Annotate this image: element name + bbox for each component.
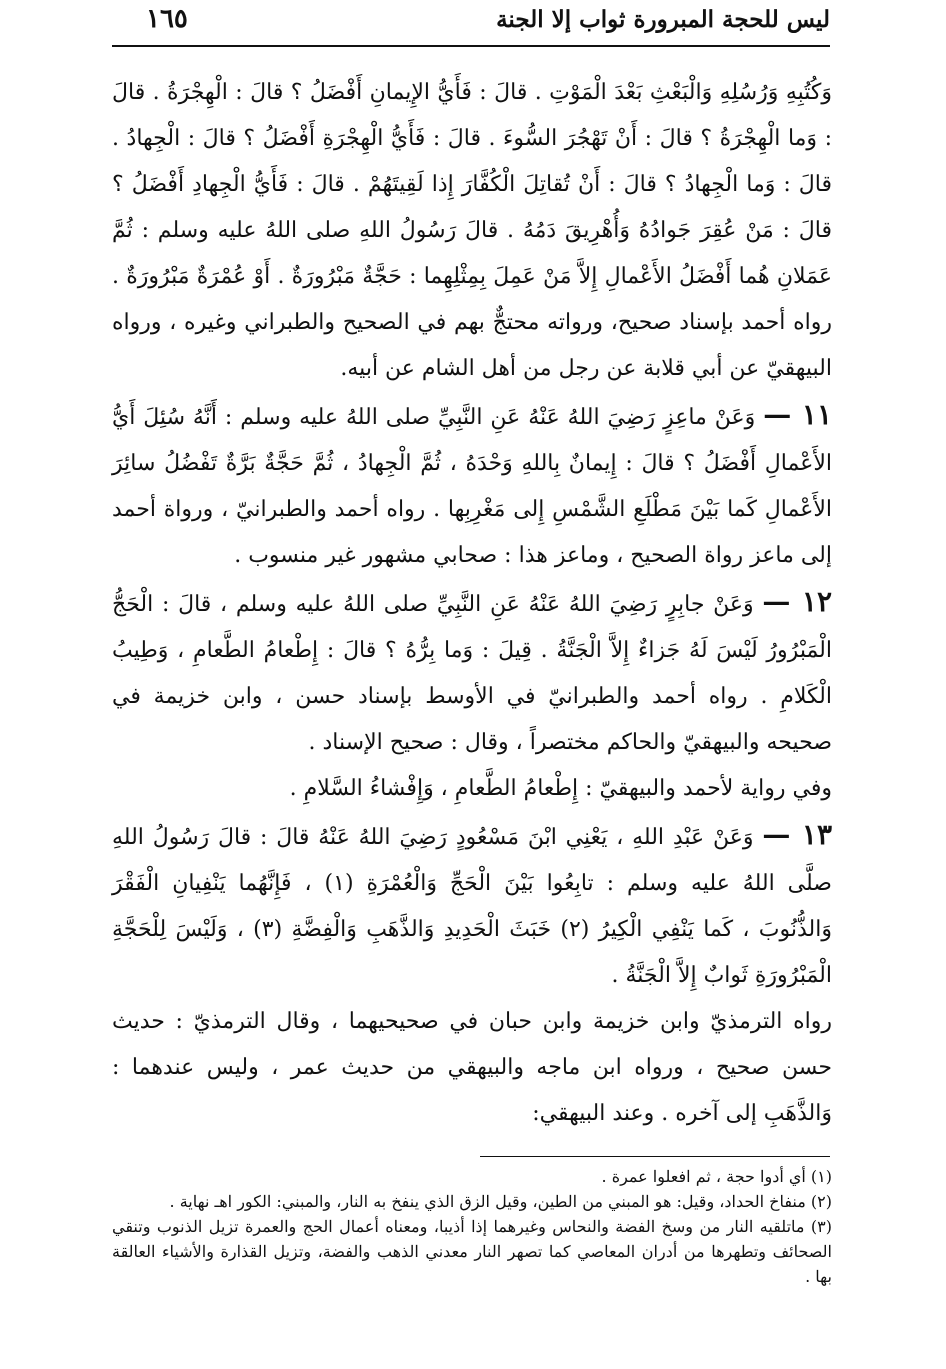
running-title: ليس للحجة المبرورة ثواب إلا الجنة xyxy=(496,6,830,33)
hadith-11-text: وَعَنْ ماعِزٍ رَضِيَ اللهُ عَنْهُ عَنِ النَّبِيِّ صلى اللهُ عليه وسلم : أَنَّهُ سُئِلَ أَيُّ الأَعْمالِ أَفْضَلُ ؟ قالَ : إِيمانٌ بِاللهِ وَحْدَهُ ، ثُمَّ الْجِهادُ ، ثُمَّ حَجَّةٌ بَرَّةٌ تَفْضُلُ سائِرَ الأَعْمالِ كَما بَيْنَ مَطْلَعِ الشَّمْسِ إِلى مَغْرِبِها . رواه أحمد والطبرانيّ ، ورواة أحمد إلى ماعز رواة الصحيح ، وماعز هذا : صحابي مشهور غير منسوب . xyxy=(112,405,832,568)
page-header xyxy=(112,4,830,44)
hadith-13-riwaya: رواه الترمذيّ وابن خزيمة وابن حبان في صحيحيهما ، وقال الترمذيّ : حديث حسن صحيح ، ورواه ابن ماجه والبيهقي من حديث عمر ، وليس عندهما : وَالذَّهَبِ إلى آخره . وعند البيهقي: xyxy=(112,1009,832,1126)
hadith-13-number: ١٣ — xyxy=(762,818,832,851)
hadith-12 xyxy=(112,579,832,766)
header-rule xyxy=(112,45,830,47)
hadith-13 xyxy=(112,812,832,999)
footnotes xyxy=(112,1164,832,1289)
hadith-12-riwaya: وفي رواية لأحمد والبيهقيّ : إِطْعامُ الطَّعامِ ، وَإِفْشاءُ السَّلامِ . xyxy=(289,776,832,801)
hadith-10-continuation: وَكُتُبِهِ وَرُسُلِهِ وَالْبَعْثِ بَعْدَ الْمَوْتِ . قالَ : فَأَيُّ الإِيمانِ أَفْضَلُ ؟ قالَ : الْهِجْرَةُ . قالَ : وَما الْهِجْرَةُ ؟ قالَ : أَنْ تَهْجُرَ السُّوءَ . قالَ : فَأَيُّ الْهِجْرَةِ أَفْضَلُ ؟ قالَ : الْجِهادُ . قالَ : وَما الْجِهادُ ؟ قالَ : أَنْ تُقاتِلَ الْكُفَّارَ إِذا لَقِيتَهُمْ . قالَ : فَأَيُّ الْجِهادِ أَفْضَلُ ؟ قالَ : مَنْ عُقِرَ جَوادُهُ وَأُهْرِيقَ دَمُهُ . قالَ رَسُولُ اللهِ صلى اللهُ عليه وسلم : ثُمَّ عَمَلانِ هُما أَفْضَلُ الأَعْمالِ إِلاَّ مَنْ عَمِلَ بِمِثْلِهِما : حَجَّةٌ مَبْرُورَةٌ . أَوْ عُمْرَةٌ مَبْرُورَةٌ . رواه أحمد بإسناد صحيح، ورواته محتجٌّ بهم في الصحيح والطبراني وغيره ، ورواه البيهقيّ عن أبي قلابة عن رجل من أهل الشام عن أبيه. xyxy=(112,80,833,381)
main-text xyxy=(112,70,832,1137)
hadith-13-text: وَعَنْ عَبْدِ اللهِ ، يَعْنِي ابْنَ مَسْعُودٍ رَضِيَ اللهُ عَنْهُ قالَ : قالَ رَسُولُ اللهِ صلَّى اللهُ عليه وسلم : تابِعُوا بَيْنَ الْحَجِّ وَالْعُمْرَةِ (١) ، فَإِنَّهُما يَنْفِيانِ الْفَقْرَ وَالذُّنُوبَ ، كَما يَنْفِي الْكِيرُ (٢) خَبَثَ الْحَدِيدِ وَالذَّهَبِ وَالْفِضَّةِ (٣) ، وَلَيْسَ لِلْحَجَّةِ الْمَبْرُورَةِ ثَوابٌ إِلاَّ الْجَنَّةُ . xyxy=(112,825,832,988)
footnote-rule xyxy=(480,1156,830,1157)
footnote-1: (١) أي أدوا حجة ، ثم افعلوا عمرة . xyxy=(601,1167,832,1186)
hadith-12-number: ١٢ — xyxy=(762,585,832,618)
page-number: ١٦٥ xyxy=(146,4,188,34)
footnote-3: (٣) ماتلقيه النار من وسخ الفضة والنحاس وغيرهما إذا أذيبا، ومعناه أعمال الحج والعمرة تزيل الذنوب وتنقي الصحائف وتطهرها من أدران المعاصي كما تصهر النار معدني الذهب والفضة، وتزيل القذارة والأشياء العالقة بها . xyxy=(112,1217,832,1286)
hadith-11-number: ١١ — xyxy=(763,398,832,431)
hadith-11 xyxy=(112,392,832,579)
hadith-12-text: وَعَنْ جابِرٍ رَضِيَ اللهُ عَنْهُ عَنِ النَّبِيِّ صلى اللهُ عليه وسلم ، قالَ : الْحَجُّ الْمَبْرُورُ لَيْسَ لَهُ جَزاءٌ إِلاَّ الْجَنَّةُ . قِيلَ : وَما بِرُّهُ ؟ قالَ : إِطْعامُ الطَّعامِ ، وَطِيبُ الْكَلامِ . رواه أحمد والطبرانيّ في الأوسط بإسناد حسن ، وابن خزيمة في صحيحه والبيهقيّ والحاكم مختصراً ، وقال : صحيح الإسناد . xyxy=(112,592,832,755)
footnote-2: (٢) منفاخ الحداد، وقيل: هو المبني من الطين، وقيل الزق الذي ينفخ به النار، والمبني: الكور اهـ نهاية . xyxy=(169,1192,832,1211)
